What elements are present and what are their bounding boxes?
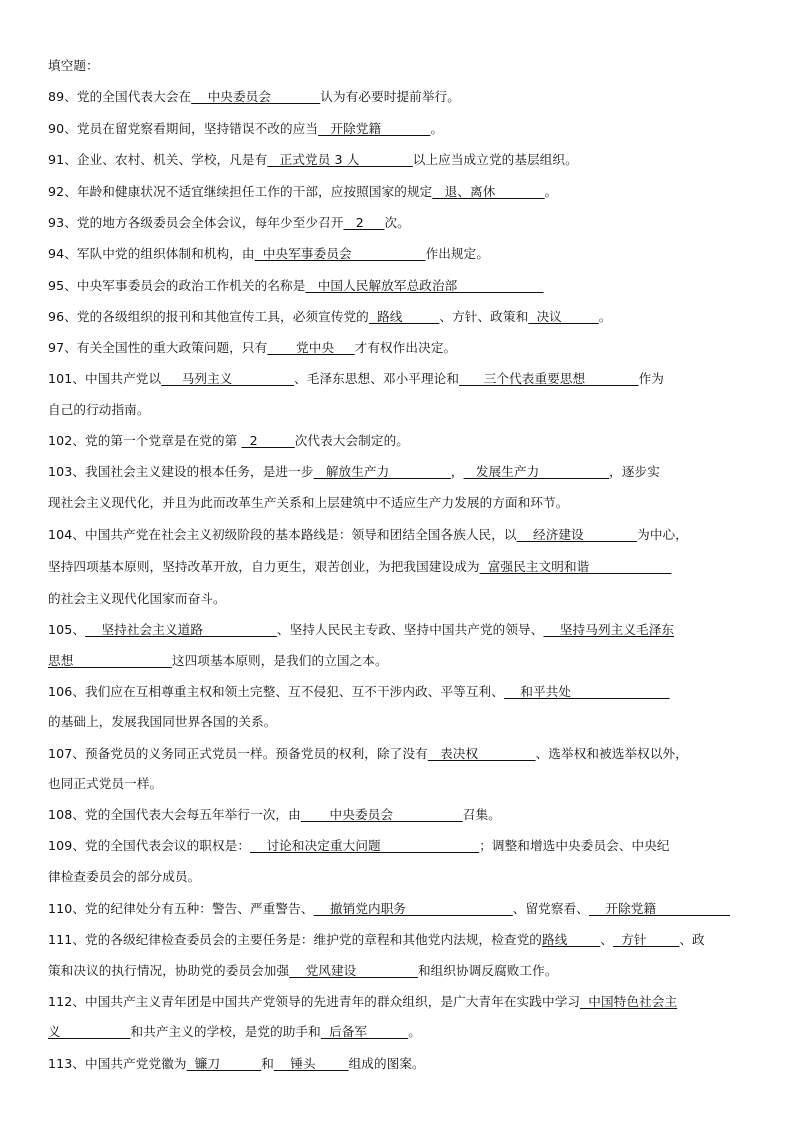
line-text: 、方针、政策和 <box>439 309 529 324</box>
text-line <box>48 340 456 356</box>
line-text: 策和决议的执行情况，协助党的委员会加强 <box>48 963 290 978</box>
line-text: 的基础上，发展我国同世界各国的关系。 <box>48 714 277 729</box>
line-text: 次代表大会制定的。 <box>294 433 409 448</box>
answer-blank: 党中央 <box>267 340 355 355</box>
line-text: 作为 <box>638 371 664 386</box>
line-text: 自己的行动指南。 <box>48 402 150 417</box>
answer-blank: 退、离休 <box>432 184 545 199</box>
text-line <box>48 371 664 387</box>
line-text: 和组织协调反腐败工作。 <box>417 963 558 978</box>
answer-blank: 决议 <box>528 309 599 324</box>
text-line <box>48 838 670 854</box>
text-line <box>48 963 558 979</box>
line-text: 。 <box>544 184 558 199</box>
line-text: 104、中国共产党在社会主义初级阶段的基本路线是：领导和团结全国各族人民，以 <box>48 527 517 542</box>
line-text: 113、中国共产党党徽为 <box>48 1056 187 1071</box>
text-line <box>48 1056 425 1072</box>
line-text: 112、中国共产主义青年团是中国共产党领导的先进青年的群众组织，是广大青年在实践中学习 <box>48 994 581 1009</box>
answer-blank: 中央军事委员会 <box>254 246 426 261</box>
line-text: 106、我们应在互相尊重主权和领土完整、互不侵犯、互不干涉内政、平等互利、 <box>48 684 504 699</box>
text-line <box>48 622 674 638</box>
line-text: 这四项基本原则，是我们的立国之本。 <box>171 653 388 668</box>
line-text: 以上应当成立党的基层组织。 <box>412 152 578 167</box>
answer-blank: 中央委员会 <box>300 807 463 822</box>
line-text: 105、 <box>48 622 86 637</box>
line-text: 91、企业、农村、机关、学校，凡是有 <box>48 152 268 167</box>
answer-blank: 镰刀 <box>186 1056 262 1071</box>
line-text: 。 <box>598 309 612 324</box>
answer-blank: 正式党员 3 人 <box>267 152 413 167</box>
text-line <box>48 1024 421 1040</box>
answer-blank: 坚持马列主义毛泽东 <box>543 622 675 637</box>
answer-blank: 撤销党内职务 <box>313 901 513 916</box>
text-line <box>48 776 162 792</box>
line-text: 103、我国社会主义建设的根本任务，是进一步 <box>48 464 314 479</box>
answer-blank: 中国人民解放军总政治部 <box>305 278 544 293</box>
line-text: 109、党的全国代表会议的职权是： <box>48 838 251 853</box>
line-text: 、选举权和被选举权以外， <box>535 746 688 761</box>
line-text: 93、党的地方各级委员会全体会议，每年少至少召开 <box>48 215 344 230</box>
line-text: 92、年龄和健康状况不适宜继续担任工作的干部，应按照国家的规定 <box>48 184 433 199</box>
line-text: 、毛泽东思想、邓小平理论和 <box>294 371 460 386</box>
line-text: 的社会主义现代化国家而奋斗。 <box>48 591 226 606</box>
answer-blank: 富强民主文明和谐 <box>479 559 672 574</box>
answer-blank: 表决权 <box>427 746 536 761</box>
text-line <box>48 901 730 917</box>
text-line <box>48 653 388 669</box>
answer-blank: 党风建设 <box>289 963 418 978</box>
line-text: 、 <box>600 932 613 947</box>
line-text: 108、党的全国代表大会每五年举行一次，由 <box>48 807 301 822</box>
answer-blank: 中央委员会 <box>191 89 321 104</box>
text-line <box>48 591 226 607</box>
line-text: 坚持四项基本原则，坚持改革开放，自力更生，艰苦创业，为把我国建设成为 <box>48 559 480 574</box>
line-text: 律检查委员会的部分成员。 <box>48 869 201 884</box>
text-line <box>48 807 501 823</box>
line-text: 110、党的纪律处分有五种：警告、严重警告、 <box>48 901 314 916</box>
text-line <box>48 278 544 294</box>
line-text: 102、党的第一个党章是在党的第 <box>48 433 242 448</box>
text-line <box>48 746 688 762</box>
text-line <box>48 309 612 325</box>
answer-blank: 开除党籍 <box>318 121 431 136</box>
line-text: 97、有关全国性的重大政策问题，只有 <box>48 340 268 355</box>
answer-blank: 和平共处 <box>503 684 670 699</box>
answer-blank: 思想 <box>48 653 172 668</box>
line-text: 也同正式党员一样。 <box>48 776 163 791</box>
text-line <box>48 994 677 1010</box>
line-text: 111、党的各级纪律检查委员会的主要任务是：维护党的章程和其他党内法规，检查党的 <box>48 932 543 947</box>
text-line <box>48 433 409 449</box>
line-text: 召集。 <box>462 807 501 822</box>
line-text: 、留党察看、 <box>512 901 589 916</box>
answer-blank: 义 <box>48 1024 131 1039</box>
line-text: 94、军队中党的组织体制和机构，由 <box>48 246 255 261</box>
line-text: 和共产主义的学校，是党的助手和 <box>130 1024 321 1039</box>
text-line <box>48 684 670 700</box>
answer-blank: 2 <box>343 215 385 230</box>
answer-blank: 马列主义 <box>161 371 295 386</box>
answer-blank: 讨论和决定重大问题 <box>250 838 480 853</box>
text-line <box>48 184 557 200</box>
answer-blank: 2 <box>241 433 295 448</box>
line-text: 90、党员在留党察看期间，坚持错误不改的应当 <box>48 121 319 136</box>
line-text: 认为有必要时提前举行。 <box>320 89 460 104</box>
text-line <box>48 527 688 543</box>
line-text: 107、预备党员的义务同正式党员一样。预备党员的权利，除了没有 <box>48 746 428 761</box>
answer-blank: 开除党籍 <box>588 901 731 916</box>
line-text: 为中心， <box>637 527 688 542</box>
line-text: 才有权作出决定。 <box>354 340 457 355</box>
line-text: 96、党的各级组织的报刊和其他宣传工具，必须宣传党的 <box>48 309 369 324</box>
text-line <box>48 89 460 105</box>
answer-blank: 解放生产力 <box>313 464 451 479</box>
line-text: ， <box>450 464 464 479</box>
text-line <box>48 464 660 480</box>
answer-blank: 三个代表重要思想 <box>459 371 639 386</box>
answer-blank: 后备军 <box>320 1024 409 1039</box>
text-line <box>48 932 705 948</box>
text-line <box>48 402 150 418</box>
line-text: 作出规定。 <box>425 246 490 261</box>
line-text: 、政 <box>679 932 705 947</box>
text-line <box>48 152 578 168</box>
text-line <box>48 215 410 231</box>
answer-blank: 方针 <box>612 932 680 947</box>
text-line <box>48 246 489 262</box>
line-text: 101、中国共产党以 <box>48 371 162 386</box>
line-text: 组成的图案。 <box>348 1056 425 1071</box>
line-text: 。 <box>408 1024 421 1039</box>
answer-blank: 路线 <box>368 309 440 324</box>
text-line <box>48 869 200 885</box>
answer-blank: 中国特色社会主 <box>580 994 678 1009</box>
answer-blank: 坚持社会主义道路 <box>85 622 277 637</box>
text-line <box>48 58 99 74</box>
line-text: 、坚持人民民主专政、坚持中国共产党的领导、 <box>276 622 544 637</box>
line-text: 现社会主义现代化，并且为此而改革生产关系和上层建筑中不适应生产力发展的方面和环节。 <box>48 495 569 510</box>
line-text: 。 <box>430 121 444 136</box>
line-text: 次。 <box>384 215 410 230</box>
text-line <box>48 121 443 137</box>
line-text: 填空题： <box>48 58 99 73</box>
answer-blank: 锤头 <box>273 1056 349 1071</box>
line-text: 89、党的全国代表大会在 <box>48 89 192 104</box>
text-line <box>48 714 277 730</box>
line-text: 和 <box>261 1056 274 1071</box>
text-line <box>48 495 568 511</box>
line-text: ；调整和增选中央委员会、中央纪 <box>479 838 670 853</box>
answer-blank: 路线 <box>542 932 601 947</box>
answer-blank: 经济建设 <box>516 527 638 542</box>
answer-blank: 发展生产力 <box>463 464 610 479</box>
text-line <box>48 559 671 575</box>
line-text: 95、中央军事委员会的政治工作机关的名称是 <box>48 278 306 293</box>
line-text: ，逐步实 <box>609 464 660 479</box>
